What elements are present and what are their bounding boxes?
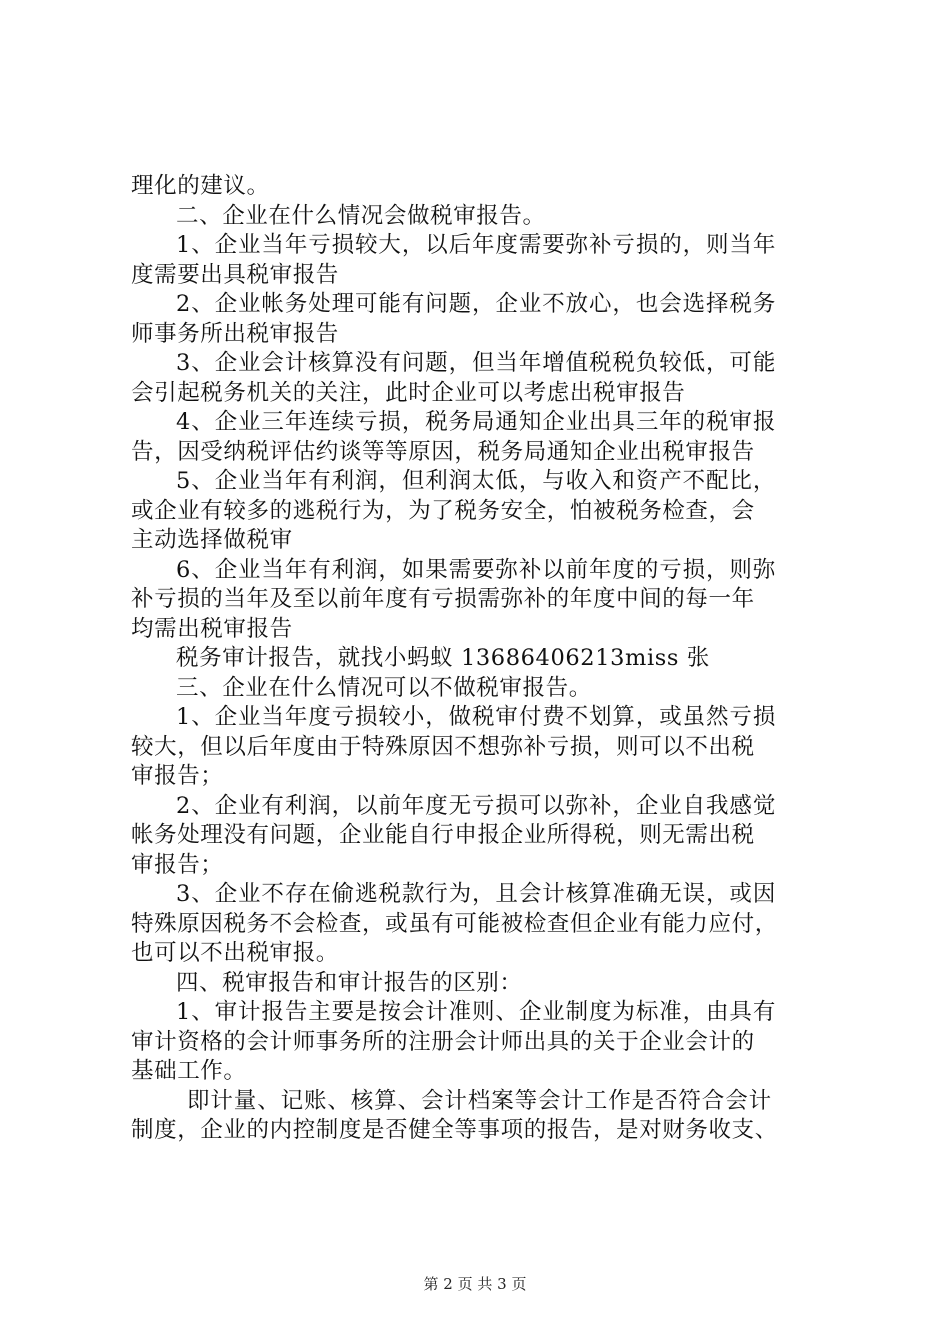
text-line: 6、企业当年有利润，如果需要弥补以前年度的亏损，则弥	[176, 556, 777, 583]
text-line: 即计量、记账、核算、会计档案等会计工作是否符合会计	[187, 1087, 773, 1114]
text-line: 3、企业不存在偷逃税款行为，且会计核算准确无误，或因	[176, 881, 777, 907]
text-line: 会引起税务机关的关注，此时企业可以考虑出税审报告	[131, 379, 686, 406]
text-line: 1、企业当年亏损较大，以后年度需要弥补亏损的，则当年	[176, 232, 777, 258]
text-line: 也可以不出税审报。	[131, 940, 339, 966]
text-line: 帐务处理没有问题，企业能自行申报企业所得税，则无需出税	[131, 822, 755, 848]
text-line: 1、审计报告主要是按会计准则、企业制度为标准，由具有	[176, 999, 777, 1025]
page-footer: 第 2 页 共 3 页	[423, 1275, 527, 1293]
text-line: 审报告；	[131, 851, 224, 878]
text-line: 2、企业有利润，以前年度无亏损可以弥补，企业自我感觉	[176, 792, 777, 819]
text-line: 基础工作。	[131, 1058, 247, 1084]
text-line: 告，因受纳税评估约谈等等原因，税务局通知企业出税审报告	[131, 438, 755, 465]
text-line: 审计资格的会计师事务所的注册会计师出具的关于企业会计的	[131, 1028, 755, 1055]
text-line: 5、企业当年有利润，但利润太低，与收入和资产不配比，	[176, 468, 777, 494]
text-line: 2、企业帐务处理可能有问题，企业不放心，也会选择税务	[176, 291, 777, 317]
text-line: 3、企业会计核算没有问题，但当年增值税税负较低，可能	[176, 350, 777, 376]
document-body	[131, 172, 836, 1146]
text-line: 度需要出具税审报告	[131, 261, 339, 288]
text-line: 制度，企业的内控制度是否健全等事项的报告，是对财务收支、	[131, 1117, 778, 1143]
contact-line: 税务审计报告，就找小蚂蚁 13686406213miss 张	[176, 645, 710, 671]
text-line: 审报告；	[131, 763, 224, 789]
text-line: 补亏损的当年及至以前年度有亏损需弥补的年度中间的每一年	[131, 586, 755, 612]
text-line: 理化的建议。	[131, 173, 270, 199]
text-line: 较大，但以后年度由于特殊原因不想弥补亏损，则可以不出税	[131, 733, 755, 760]
text-line: 4、企业三年连续亏损，税务局通知企业出具三年的税审报	[176, 409, 777, 435]
text-line: 均需出税审报告	[131, 615, 293, 642]
text-line: 或企业有较多的逃税行为，为了税务安全，怕被税务检查，会	[131, 497, 755, 524]
text-line: 1、企业当年度亏损较小，做税审付费不划算，或虽然亏损	[176, 704, 777, 730]
text-line: 特殊原因税务不会检查，或虽有可能被检查但企业有能力应付，	[131, 910, 778, 937]
section-heading-4: 四、税审报告和审计报告的区别：	[176, 969, 523, 996]
text-line: 主动选择做税审	[131, 527, 293, 553]
text-line: 师事务所出税审报告	[131, 320, 339, 347]
section-heading-2: 二、企业在什么情况会做税审报告。	[176, 202, 546, 229]
section-heading-3: 三、企业在什么情况可以不做税审报告。	[176, 674, 592, 701]
